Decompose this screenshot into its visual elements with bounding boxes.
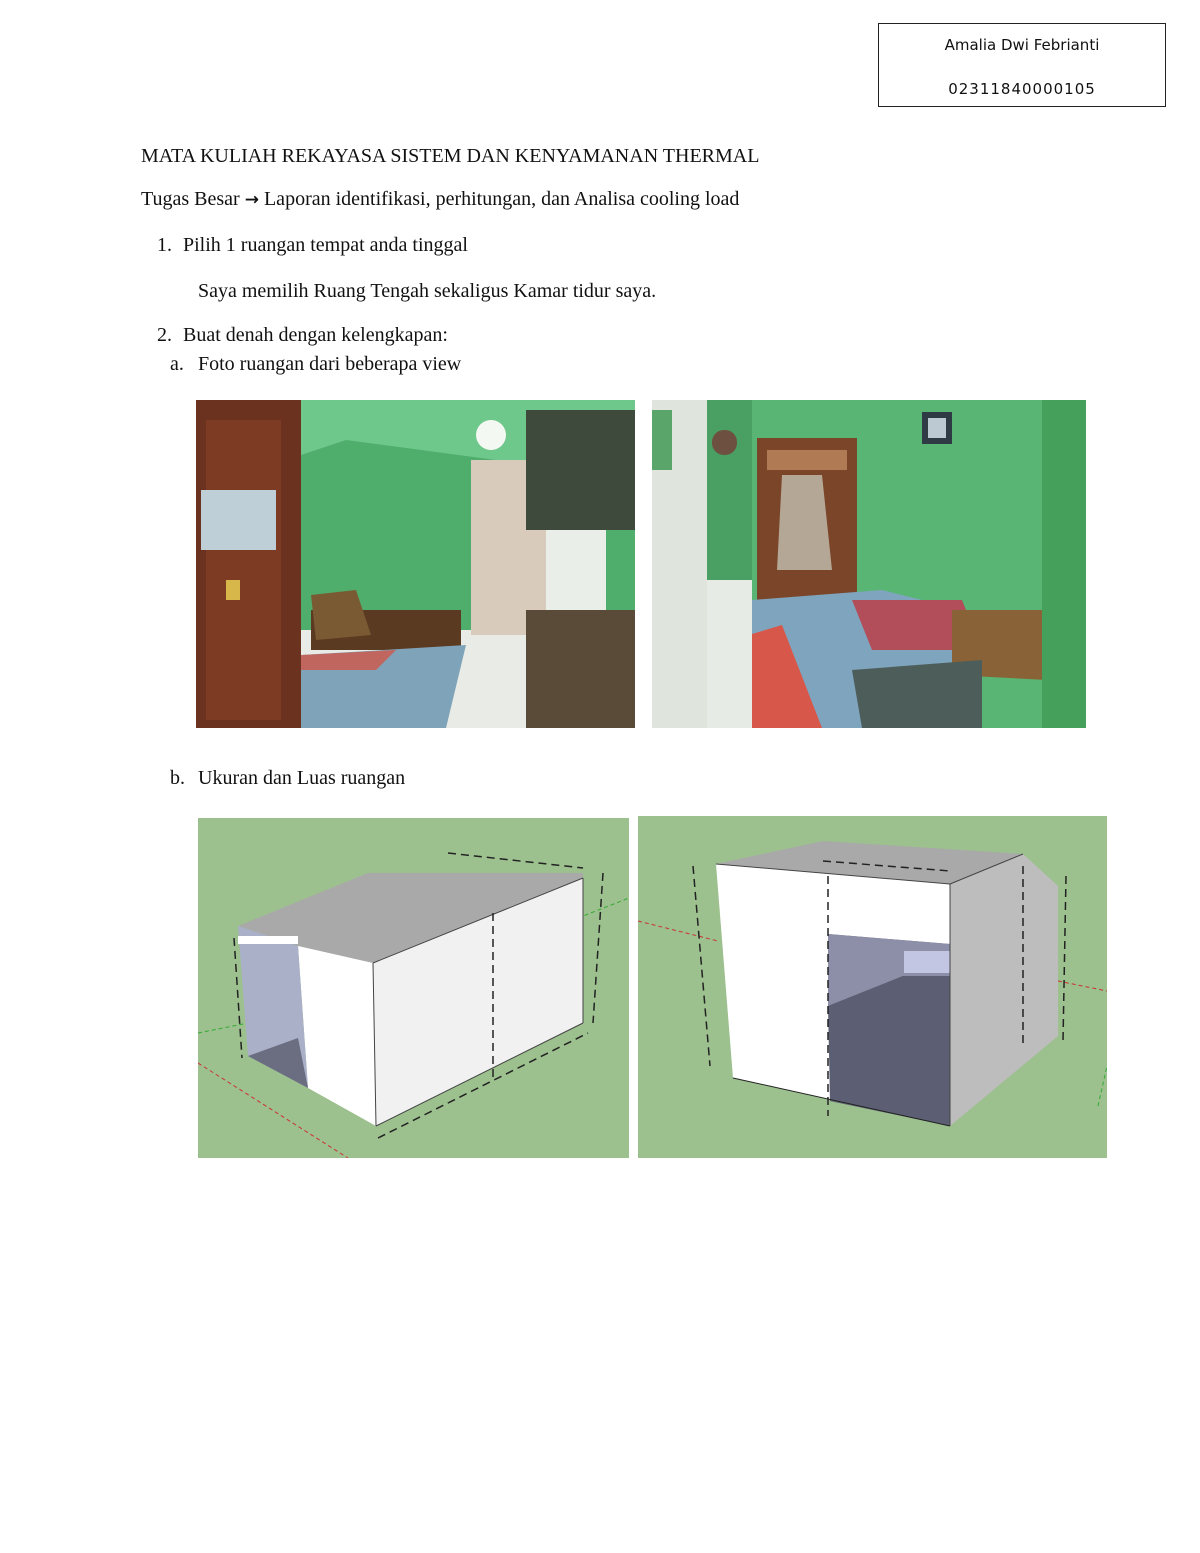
sub-item-a bbox=[170, 353, 461, 376]
sub-item-letter: b. bbox=[170, 767, 185, 789]
course-title: MATA KULIAH REKAYASA SISTEM DAN KENYAMANAN THERMAL bbox=[141, 145, 760, 167]
list-item-text: Buat denah dengan kelengkapan: bbox=[183, 324, 448, 346]
sub-item-text: Foto ruangan dari beberapa view bbox=[198, 353, 462, 375]
list-number: 2. bbox=[157, 324, 172, 346]
sub-item-letter: a. bbox=[170, 353, 184, 375]
author-box bbox=[878, 23, 1166, 107]
arrow-right-icon: → bbox=[244, 190, 259, 210]
list-item-text: Pilih 1 ruangan tempat anda tinggal bbox=[183, 234, 468, 256]
item1-answer: Saya memilih Ruang Tengah sekaligus Kamar tidur saya. bbox=[198, 280, 657, 302]
list-item-2 bbox=[157, 324, 448, 347]
bedroom-photo-2 bbox=[652, 400, 1086, 728]
room-model-1 bbox=[198, 818, 629, 1158]
assignment-line bbox=[141, 188, 739, 211]
assignment-text: Laporan identifikasi, perhitungan, dan Analisa cooling load bbox=[263, 188, 740, 210]
author-name: Amalia Dwi Febrianti bbox=[944, 36, 1100, 54]
bedroom-photo-1 bbox=[196, 400, 635, 728]
sub-item-text: Ukuran dan Luas ruangan bbox=[198, 767, 406, 789]
student-id: 02311840000105 bbox=[948, 80, 1096, 98]
room-model-2 bbox=[638, 816, 1107, 1158]
list-item-1 bbox=[157, 234, 468, 257]
assignment-prefix: Tugas Besar bbox=[141, 188, 240, 210]
list-number: 1. bbox=[157, 234, 172, 256]
sub-item-b bbox=[170, 767, 405, 790]
